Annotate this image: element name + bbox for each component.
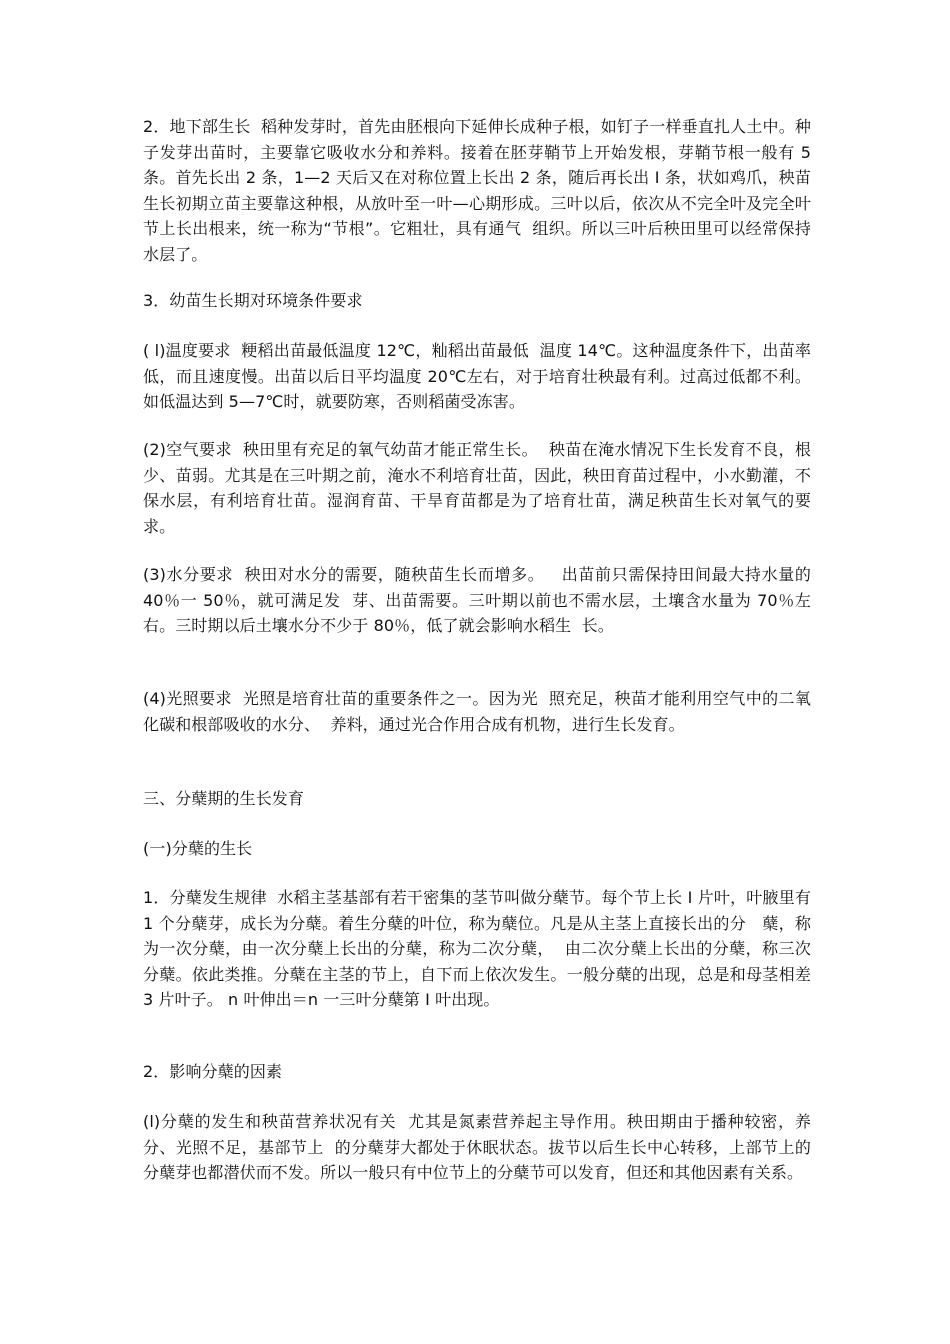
section-heading-tillering: 三、分蘖期的生长发育 bbox=[143, 789, 305, 808]
paragraph-light: (4)光照要求 光照是培育壮苗的重要条件之一。因为光 照充足，秧苗才能利用空气中的二氧化碳和根部吸收的水分、 养料，通过光合作用合成有机物，进行生长发育。 bbox=[143, 689, 811, 734]
paragraph-tillering-rules: 1．分蘖发生规律 水稻主茎基部有若干密集的茎节叫做分蘖节。每个节上长 I 片叶，叶腋里有 1 个分蘖芽，成长为分蘖。着生分蘖的叶位，称为蘖位。凡是从主茎上直接长出的分 蘖，称为一次分蘖，由一次分蘖上长出的分蘖，称为二次分蘖， 由二次分蘖上长出的分蘖，称三次分蘖。依此类推。分蘖在主茎的节上，自下而上依次发生。一般分蘖的出现，总是和母茎相差 3 片叶子。 n 叶伸出＝n 一三叶分蘖第 I 叶出现。 bbox=[143, 888, 817, 1009]
paragraph-temperature: ( l)温度要求 粳稻出苗最低温度 12℃，籼稻出苗最低 温度 14℃。这种温度条件下，出苗率低，而且速度慢。出苗以后日平均温度 20℃左右，对于培育壮秧最有利。过高过低都不利。如低温达到 5—7℃时，就要防寒，否则稻菌受冻害。 bbox=[143, 341, 811, 411]
paragraph-air: (2)空气要求 秧田里有充足的氧气幼苗才能正常生长。 秧苗在淹水情况下生长发育不良，根少、苗弱。尤其是在三叶期之前，淹水不利培育壮苗，因此，秧田育苗过程中，小水勤灌，不保水层，有利培育壮苗。湿润育苗、干旱育苗都是为了培育壮苗，满足秧苗生长对氧气的要求。 bbox=[143, 440, 811, 536]
paragraph-nutrition-factor: (l)分蘖的发生和秧苗营养状况有关 尤其是氮素营养起主导作用。秧田期由于播种较密，养分、光照不足，基部节上 的分蘖芽大都处于休眠状态。拔节以后生长中心转移，上部节上的分蘖芽也都潜伏而不发。所以一般只有中位节上的分蘖节可以发育，但还和其他因素有关系。 bbox=[143, 1112, 811, 1182]
paragraph-water: (3)水分要求 秧田对水分的需要，随秧苗生长而增多。 出苗前只需保持田间最大持水量的 40％一 50％，就可满足发 芽、出苗需要。三叶期以前也不需水层，土壤含水量为 70％左 右。三时期以后土壤水分不少于 80％，低了就会影响水稻生 长。 bbox=[143, 565, 822, 635]
paragraph-underground-growth: 2．地下部生长 稻种发芽时，首先由胚根向下延伸长成种子根，如钉子一样垂直扎人土中。种子发芽出苗时，主要靠它吸收水分和养料。接着在胚芽鞘节上开始发根，芽鞘节根一般有 5 条。首先长出 2 条，1—2 天后又在对称位置上长出 2 条，随后再长出 I 条，状如鸡爪，秧苗生长初期立苗主要靠这种根，从放叶至一叶—心期形成。三叶以后，依次从不完全叶及完全叶节上长出根来，统一称为“节根”。它粗壮，具有通气 组织。所以三叶后秧田里可以经常保持水层了。 bbox=[143, 117, 817, 264]
subheading-tiller-growth: (一)分蘖的生长 bbox=[143, 839, 253, 858]
heading-tillering-factors: 2．影响分蘖的因素 bbox=[143, 1062, 283, 1081]
heading-environment-requirements: 3．幼苗生长期对环境条件要求 bbox=[143, 291, 363, 310]
